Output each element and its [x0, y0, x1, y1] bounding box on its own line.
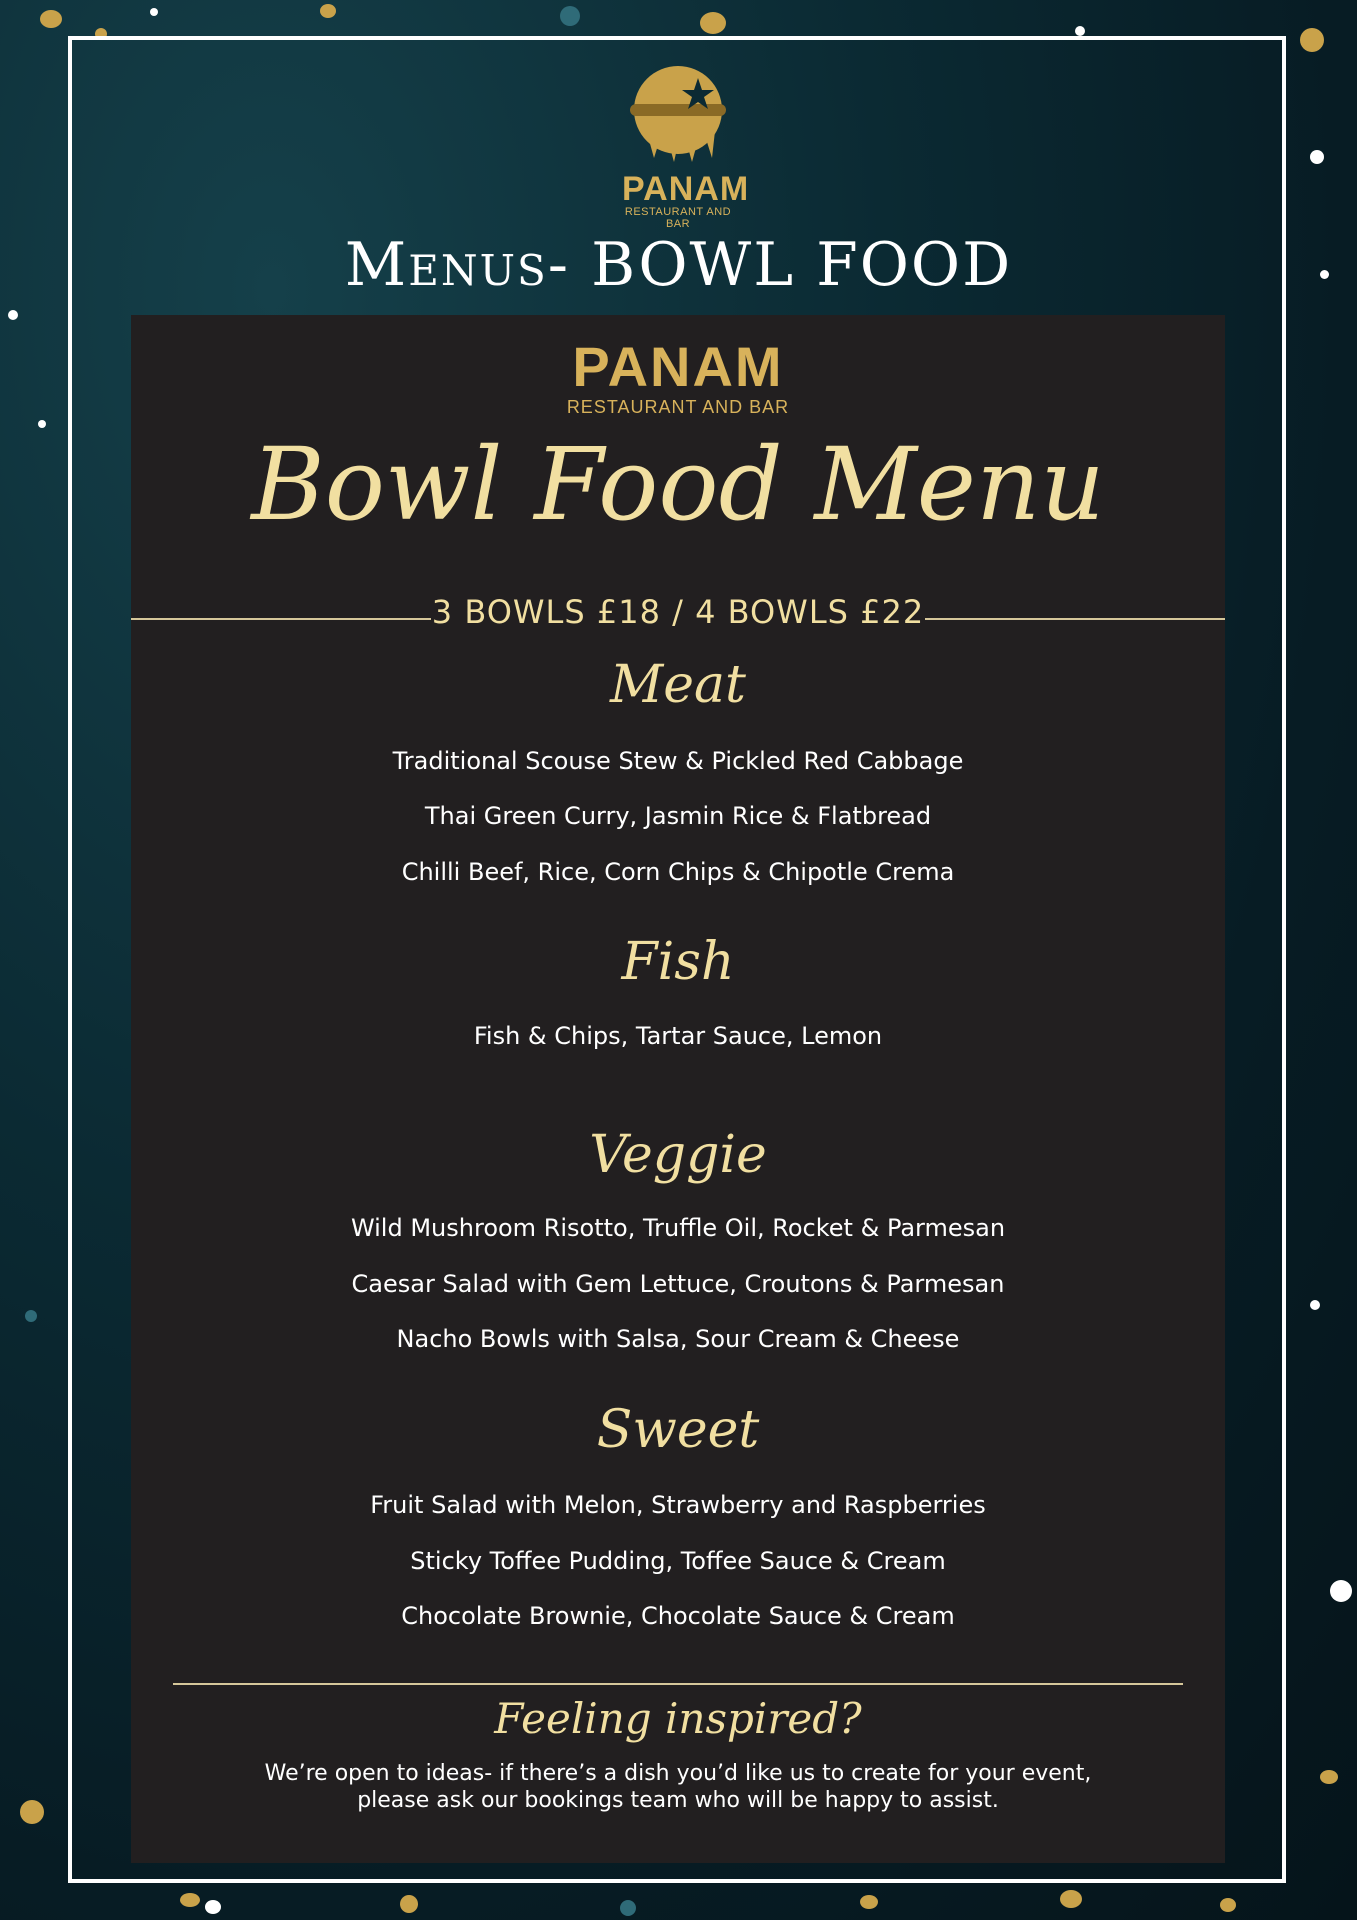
footer-note — [131, 1760, 1225, 1814]
price-line: 3 BOWLS £18 / 4 BOWLS £22 — [431, 593, 925, 631]
section-title-meat: Meat — [610, 655, 746, 715]
menu-item: Nacho Bowls with Salsa, Sour Cream & Cheese — [396, 1325, 960, 1353]
menu-item: Chilli Beef, Rice, Corn Chips & Chipotle Crema — [401, 858, 955, 886]
menu-card — [131, 315, 1225, 1863]
menu-item: Chocolate Brownie, Chocolate Sauce & Cream — [401, 1602, 955, 1630]
logo-sub-text: RESTAURANT AND BAR — [624, 206, 732, 230]
footer-note-line2: please ask our bookings team who will be happy to assist. — [357, 1788, 999, 1813]
panam-logo-top — [622, 62, 750, 230]
menu-item: Sticky Toffee Pudding, Toffee Sauce & Cream — [410, 1547, 946, 1575]
card-logo-brand: PANAM — [572, 335, 784, 398]
footer-heading: Feeling inspired? — [494, 1694, 862, 1743]
section-title-veggie: Veggie — [589, 1125, 767, 1185]
price-divider-right — [925, 618, 1225, 620]
menu-item: Traditional Scouse Stew & Pickled Red Cabbage — [392, 747, 964, 775]
price-divider-left — [131, 618, 431, 620]
menu-item: Thai Green Curry, Jasmin Rice & Flatbread — [424, 802, 932, 830]
menu-item: Caesar Salad with Gem Lettuce, Croutons & Parmesan — [351, 1270, 1005, 1298]
footer-note-line1: We’re open to ideas- if there’s a dish you’d like us to create for your event, — [264, 1761, 1092, 1786]
section-title-fish: Fish — [621, 932, 735, 992]
menu-title: Bowl Food Menu — [251, 426, 1105, 543]
price-row — [131, 583, 1225, 653]
footer-divider — [173, 1683, 1183, 1685]
menu-item: Fish & Chips, Tartar Sauce, Lemon — [473, 1022, 883, 1050]
logo-brand-text: PANAM — [622, 170, 750, 208]
section-title-sweet: Sweet — [596, 1400, 760, 1460]
page-title: Menus- BOWL FOOD — [344, 230, 1013, 300]
menu-item: Wild Mushroom Risotto, Truffle Oil, Rocket & Parmesan — [350, 1214, 1006, 1242]
card-logo-sub: RESTAURANT AND BAR — [566, 397, 790, 417]
panam-emblem-icon — [624, 62, 732, 170]
menu-item: Fruit Salad with Melon, Strawberry and Raspberries — [370, 1491, 986, 1519]
card-logo — [131, 337, 1225, 417]
